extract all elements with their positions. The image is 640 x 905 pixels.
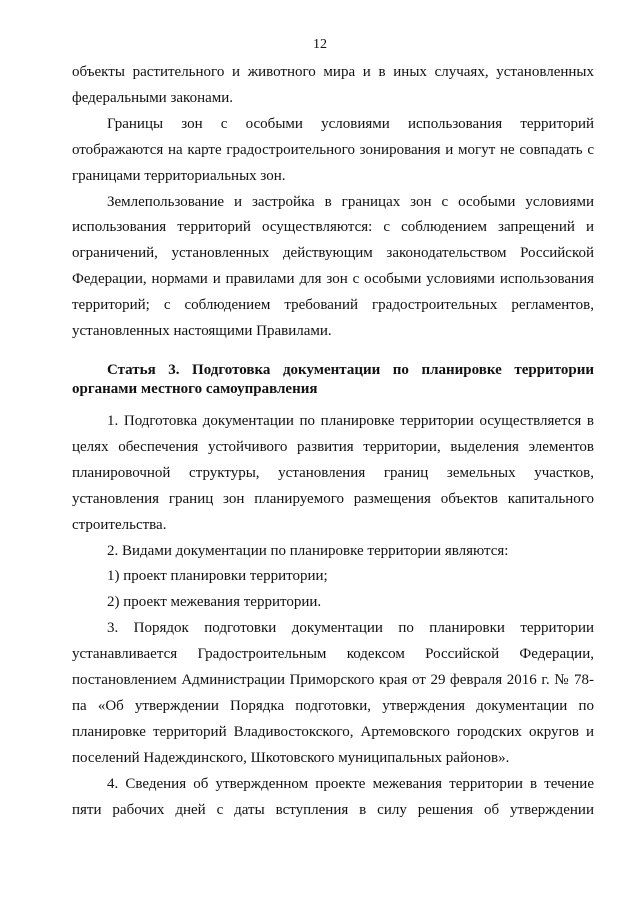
article-heading: Статья 3. Подготовка документации по планировке территории органами местного самоуправления	[72, 361, 594, 397]
paragraph-continuation: объекты растительного и животного мира и в иных случаях, установленных федеральными законами.	[72, 64, 594, 106]
paragraph-item-1: 1. Подготовка документации по планировке территории осуществляется в целях обеспечения устойчивого развития территории, выделения элементов планировочной структуры, установления границ земельных участков, установления границ зон планируемого размещения объектов капитального строительства.	[72, 412, 594, 533]
paragraph-zone-borders: Границы зон с особыми условиями использования территорий отображаются на карте градостроительного зонирования и могут не совпадать с границами территориальных зон.	[72, 115, 594, 184]
paragraph-land-use: Землепользование и застройка в границах зон с особыми условиями использования территорий осуществляются: с соблюдением запрещений и ограничений, установленных действующим законодательством Российской Федерации, нормами и правилами для зон с особыми условиями использования территорий; с соблюдением требований градостроительных регламентов, установленных настоящими Правилами.	[72, 193, 594, 340]
paragraph-item-4: 4. Сведения об утвержденном проекте межевания территории в течение пяти рабочих дней с даты вступления в силу решения об утверждении	[72, 775, 594, 818]
paragraph-item-3: 3. Порядок подготовки документации по планировки территории устанавливается Градостроительным кодексом Российской Федерации, постановлением Администрации Приморского края от 29 февраля 2016 г. № 78-па «Об утверждении Порядка подготовки, утверждения документации по планировке территорий Владивостокского, Артемовского городских округов и поселений Надеждинского, Шкотовского муниципальных районов».	[72, 620, 594, 766]
page-number: 12	[313, 37, 327, 52]
paragraph-item-2: 2. Видами документации по планировке территории являются:	[107, 542, 509, 559]
paragraph-subitem-2: 2) проект межевания территории.	[107, 594, 322, 611]
document-body	[72, 60, 594, 823]
paragraph-subitem-1: 1) проект планировки территории;	[107, 568, 328, 585]
